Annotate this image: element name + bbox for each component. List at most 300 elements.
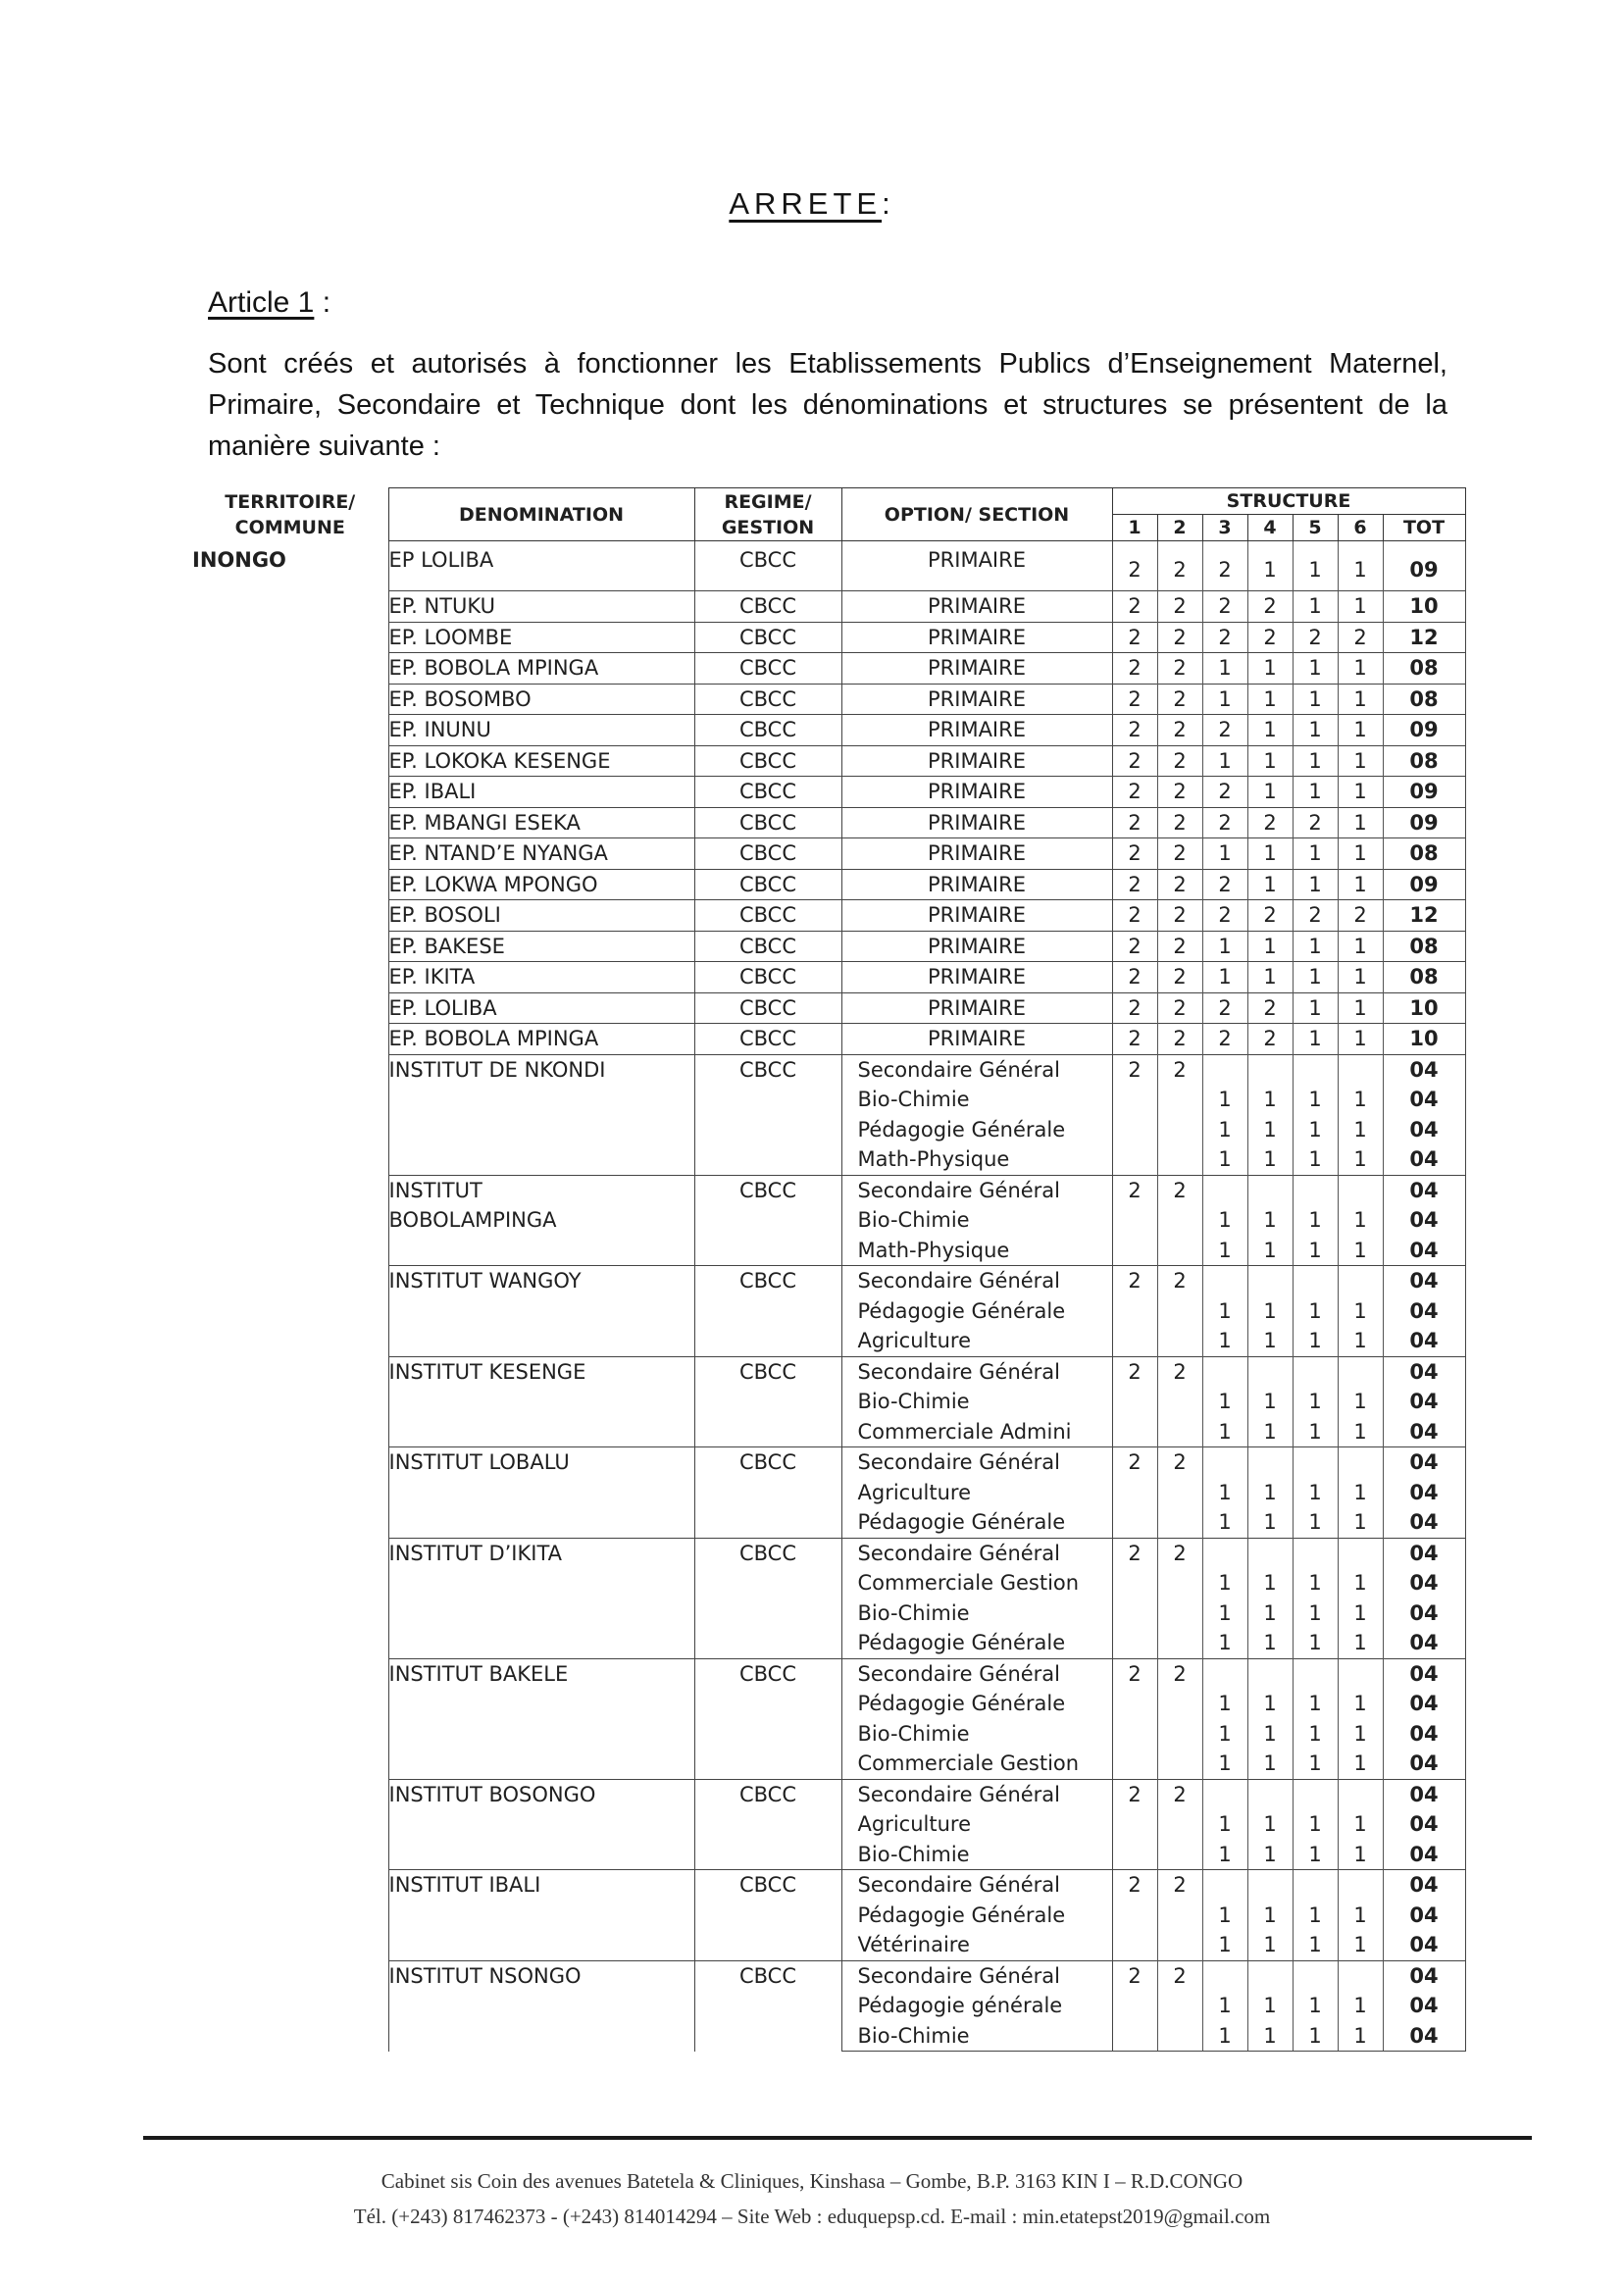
structure-cell-5: 1: [1293, 541, 1338, 591]
structure-cell-3: 2: [1202, 715, 1247, 746]
structure-cell-3: 1: [1202, 1689, 1247, 1719]
structure-cell-1: 2: [1112, 807, 1157, 838]
structure-cell-2: [1157, 1144, 1202, 1175]
total-cell: 04: [1383, 1387, 1465, 1417]
structure-cell-6: 1: [1338, 1628, 1383, 1658]
regime-cell: CBCC: [694, 1175, 841, 1266]
denomination-line: INSTITUT IBALI: [388, 1873, 541, 1897]
total-cell: 04: [1383, 1568, 1465, 1598]
structure-cell-3: 2: [1202, 900, 1247, 932]
footer-rule: [143, 2136, 1532, 2140]
structure-cell-4: 1: [1247, 1628, 1293, 1658]
structure-cell-4: 1: [1247, 684, 1293, 715]
structure-cell-1: 2: [1112, 1266, 1157, 1296]
denomination-cell: [388, 1266, 694, 1357]
denomination-cell: EP LOLIBA: [388, 541, 694, 591]
option-cell: Secondaire Général: [841, 1054, 1112, 1085]
structure-cell-6: 1: [1338, 838, 1383, 870]
structure-cell-4: [1247, 1779, 1293, 1809]
structure-cell-3: 1: [1202, 1085, 1247, 1115]
structure-cell-2: 2: [1157, 715, 1202, 746]
structure-cell-6: 1: [1338, 1478, 1383, 1508]
denomination-cell: EP. INUNU: [388, 715, 694, 746]
structure-cell-3: 1: [1202, 1809, 1247, 1840]
structure-cell-5: 1: [1293, 2021, 1338, 2052]
structure-cell-5: 1: [1293, 1628, 1338, 1658]
footer-contact: Tél. (+243) 817462373 - (+243) 814014294 – Site Web : eduquepsp.cd. E-mail : min.etatepst2019@gmail.com: [353, 2205, 1271, 2228]
structure-cell-5: 1: [1293, 1901, 1338, 1931]
denomination-line: BOBOLAMPINGA: [388, 1208, 557, 1232]
option-cell: PRIMAIRE: [841, 777, 1112, 808]
structure-cell-3: 1: [1202, 1205, 1247, 1236]
total-cell: 09: [1383, 715, 1465, 746]
structure-cell-1: 2: [1112, 900, 1157, 932]
structure-cell-1: [1112, 2021, 1157, 2052]
structure-cell-1: 2: [1112, 715, 1157, 746]
structure-cell-1: [1112, 1085, 1157, 1115]
structure-cell-4: 1: [1247, 1719, 1293, 1750]
denomination-cell: EP. IKITA: [388, 962, 694, 993]
article-label: Article 1: [208, 286, 315, 319]
header-structure: STRUCTURE: [1112, 488, 1465, 515]
regime-cell: CBCC: [694, 1356, 841, 1447]
denomination-cell: [388, 1658, 694, 1779]
option-cell: Math-Physique: [841, 1236, 1112, 1266]
structure-cell-6: [1338, 1175, 1383, 1205]
structure-cell-3: 1: [1202, 838, 1247, 870]
structure-cell-5: [1293, 1538, 1338, 1568]
structure-cell-4: 1: [1247, 715, 1293, 746]
denomination-cell: EP. LOOMBE: [388, 622, 694, 653]
denomination-line: INSTITUT BAKELE: [388, 1661, 569, 1686]
structure-cell-5: 1: [1293, 931, 1338, 962]
structure-cell-2: [1157, 1991, 1202, 2021]
structure-cell-3: 1: [1202, 1144, 1247, 1175]
structure-cell-3: 1: [1202, 1749, 1247, 1779]
structure-cell-5: 1: [1293, 1809, 1338, 1840]
structure-cell-6: 1: [1338, 591, 1383, 623]
structure-cell-1: [1112, 1478, 1157, 1508]
structure-cell-2: [1157, 1387, 1202, 1417]
structure-cell-1: [1112, 1115, 1157, 1145]
structure-cell-4: 2: [1247, 591, 1293, 623]
structure-cell-1: 2: [1112, 1356, 1157, 1387]
denomination-cell: [388, 1356, 694, 1447]
structure-cell-2: [1157, 1719, 1202, 1750]
structure-cell-3: 1: [1202, 1598, 1247, 1629]
structure-cell-2: [1157, 1689, 1202, 1719]
structure-cell-2: 2: [1157, 1175, 1202, 1205]
structure-cell-2: 2: [1157, 1779, 1202, 1809]
structure-cell-4: 1: [1247, 1296, 1293, 1327]
total-cell: 10: [1383, 992, 1465, 1024]
total-cell: 09: [1383, 541, 1465, 591]
structure-cell-1: 2: [1112, 1779, 1157, 1809]
regime-cell: CBCC: [694, 541, 841, 591]
option-cell: PRIMAIRE: [841, 591, 1112, 623]
structure-cell-4: 1: [1247, 1507, 1293, 1538]
option-cell: Secondaire Général: [841, 1175, 1112, 1205]
structure-cell-2: [1157, 1478, 1202, 1508]
option-cell: Secondaire Général: [841, 1779, 1112, 1809]
total-cell: 04: [1383, 1175, 1465, 1205]
option-cell: PRIMAIRE: [841, 745, 1112, 777]
structure-cell-6: 2: [1338, 622, 1383, 653]
structure-cell-5: 1: [1293, 684, 1338, 715]
structure-cell-2: 2: [1157, 869, 1202, 900]
regime-cell: CBCC: [694, 1266, 841, 1357]
structure-cell-1: 2: [1112, 1447, 1157, 1478]
structure-cell-6: [1338, 1266, 1383, 1296]
title-colon: :: [882, 186, 895, 221]
option-cell: PRIMAIRE: [841, 653, 1112, 685]
structure-cell-6: 1: [1338, 1719, 1383, 1750]
regime-cell: CBCC: [694, 653, 841, 685]
structure-cell-1: [1112, 1417, 1157, 1447]
structure-cell-5: 1: [1293, 1326, 1338, 1356]
denomination-line: INSTITUT D’IKITA: [388, 1541, 563, 1565]
option-cell: Secondaire Général: [841, 1447, 1112, 1478]
structure-cell-2: 2: [1157, 1024, 1202, 1055]
structure-cell-6: 1: [1338, 684, 1383, 715]
structure-cell-2: [1157, 1628, 1202, 1658]
total-cell: 08: [1383, 962, 1465, 993]
structure-cell-5: 1: [1293, 1115, 1338, 1145]
option-cell: PRIMAIRE: [841, 622, 1112, 653]
denomination-cell: EP. LOLIBA: [388, 992, 694, 1024]
structure-cell-2: [1157, 2021, 1202, 2052]
structure-cell-2: 2: [1157, 745, 1202, 777]
structure-cell-1: [1112, 1719, 1157, 1750]
footer-address: Cabinet sis Coin des avenues Batetela & Cliniques, Kinshasa – Gombe, B.P. 3163 KIN I – R.D.CONGO: [381, 2169, 1243, 2193]
denomination-line: INSTITUT NSONGO: [388, 1963, 582, 1988]
structure-cell-2: 2: [1157, 1960, 1202, 1991]
title-text: ARRETE: [729, 186, 883, 221]
regime-cell: CBCC: [694, 1538, 841, 1658]
structure-cell-4: 1: [1247, 1236, 1293, 1266]
regime-cell: CBCC: [694, 838, 841, 870]
structure-cell-1: 2: [1112, 591, 1157, 623]
total-cell: 04: [1383, 1538, 1465, 1568]
structure-cell-1: [1112, 1901, 1157, 1931]
structure-cell-4: [1247, 1870, 1293, 1901]
option-cell: PRIMAIRE: [841, 684, 1112, 715]
structure-cell-5: 1: [1293, 1387, 1338, 1417]
structure-cell-2: 2: [1157, 1870, 1202, 1901]
structure-cell-4: 1: [1247, 1930, 1293, 1960]
structure-cell-4: 1: [1247, 1901, 1293, 1931]
regime-cell: CBCC: [694, 715, 841, 746]
structure-cell-2: [1157, 1930, 1202, 1960]
structure-cell-1: [1112, 1205, 1157, 1236]
structure-cell-2: 2: [1157, 962, 1202, 993]
regime-cell: CBCC: [694, 1960, 841, 2052]
structure-cell-5: 2: [1293, 807, 1338, 838]
structure-cell-5: 1: [1293, 1024, 1338, 1055]
structure-cell-2: 2: [1157, 1054, 1202, 1085]
structure-cell-2: 2: [1157, 1538, 1202, 1568]
structure-cell-5: [1293, 1175, 1338, 1205]
article-suffix: :: [314, 286, 331, 319]
total-cell: 10: [1383, 1024, 1465, 1055]
structure-cell-1: 2: [1112, 1870, 1157, 1901]
total-cell: 04: [1383, 1991, 1465, 2021]
option-cell: Pédagogie Générale: [841, 1115, 1112, 1145]
structure-cell-3: 2: [1202, 869, 1247, 900]
structure-cell-6: 1: [1338, 1930, 1383, 1960]
structure-cell-4: 1: [1247, 838, 1293, 870]
option-cell: Bio-Chimie: [841, 1085, 1112, 1115]
structure-cell-3: [1202, 1538, 1247, 1568]
option-cell: Commerciale Admini: [841, 1417, 1112, 1447]
structure-cell-5: 1: [1293, 591, 1338, 623]
structure-cell-4: [1247, 1356, 1293, 1387]
option-cell: Bio-Chimie: [841, 1719, 1112, 1750]
structure-cell-2: [1157, 1901, 1202, 1931]
option-cell: PRIMAIRE: [841, 715, 1112, 746]
option-cell: Agriculture: [841, 1809, 1112, 1840]
structure-cell-1: [1112, 1326, 1157, 1356]
structure-cell-3: [1202, 1779, 1247, 1809]
structure-cell-4: 2: [1247, 622, 1293, 653]
structure-cell-1: 2: [1112, 622, 1157, 653]
structure-cell-6: [1338, 1356, 1383, 1387]
option-cell: Vétérinaire: [841, 1930, 1112, 1960]
structure-cell-1: 2: [1112, 684, 1157, 715]
structure-cell-1: [1112, 1809, 1157, 1840]
structure-cell-6: 1: [1338, 1144, 1383, 1175]
denomination-cell: [388, 1447, 694, 1539]
structure-cell-3: 1: [1202, 1568, 1247, 1598]
option-cell: PRIMAIRE: [841, 962, 1112, 993]
denomination-cell: EP. LOKWA MPONGO: [388, 869, 694, 900]
denomination-cell: [388, 1175, 694, 1266]
total-cell: 04: [1383, 1085, 1465, 1115]
structure-cell-1: 2: [1112, 992, 1157, 1024]
header-col-6: 6: [1338, 515, 1383, 541]
denomination-cell: EP. BOSOLI: [388, 900, 694, 932]
structure-cell-6: 1: [1338, 962, 1383, 993]
structure-cell-5: 1: [1293, 1085, 1338, 1115]
structure-cell-4: 2: [1247, 992, 1293, 1024]
structure-cell-6: 1: [1338, 1296, 1383, 1327]
structure-cell-2: 2: [1157, 622, 1202, 653]
structure-cell-2: [1157, 1205, 1202, 1236]
total-cell: 04: [1383, 1266, 1465, 1296]
regime-cell: CBCC: [694, 869, 841, 900]
structure-cell-6: 1: [1338, 745, 1383, 777]
structure-cell-2: [1157, 1115, 1202, 1145]
option-cell: Bio-Chimie: [841, 1205, 1112, 1236]
structure-cell-1: [1112, 1568, 1157, 1598]
document-title: [0, 186, 1624, 222]
structure-cell-3: 2: [1202, 541, 1247, 591]
regime-cell: CBCC: [694, 1870, 841, 1961]
structure-cell-3: [1202, 1960, 1247, 1991]
option-cell: Bio-Chimie: [841, 2021, 1112, 2052]
total-cell: 04: [1383, 2021, 1465, 2052]
regime-cell: CBCC: [694, 1779, 841, 1870]
structure-cell-1: [1112, 1507, 1157, 1538]
structure-cell-3: 1: [1202, 745, 1247, 777]
structure-cell-4: 1: [1247, 1689, 1293, 1719]
total-cell: 12: [1383, 900, 1465, 932]
structure-cell-1: 2: [1112, 745, 1157, 777]
structure-cell-4: [1247, 1266, 1293, 1296]
structure-cell-3: 1: [1202, 684, 1247, 715]
header-regime: REGIME/ GESTION: [694, 488, 841, 541]
option-cell: Pédagogie Générale: [841, 1628, 1112, 1658]
regime-cell: CBCC: [694, 745, 841, 777]
structure-cell-1: [1112, 1991, 1157, 2021]
structure-cell-3: 1: [1202, 1115, 1247, 1145]
structure-cell-1: 2: [1112, 1658, 1157, 1689]
structure-cell-6: [1338, 1447, 1383, 1478]
option-cell: Pédagogie Générale: [841, 1296, 1112, 1327]
total-cell: 04: [1383, 1870, 1465, 1901]
structure-cell-6: [1338, 1054, 1383, 1085]
structure-cell-2: [1157, 1417, 1202, 1447]
total-cell: 09: [1383, 807, 1465, 838]
header-col-5: 5: [1293, 515, 1338, 541]
structure-cell-5: 1: [1293, 869, 1338, 900]
structure-cell-3: 1: [1202, 1236, 1247, 1266]
regime-cell: CBCC: [694, 900, 841, 932]
structure-cell-1: [1112, 1144, 1157, 1175]
option-cell: PRIMAIRE: [841, 869, 1112, 900]
structure-cell-5: 1: [1293, 1930, 1338, 1960]
structure-cell-6: 1: [1338, 1749, 1383, 1779]
regime-cell: CBCC: [694, 931, 841, 962]
structure-cell-6: 1: [1338, 653, 1383, 685]
denomination-cell: EP. BOBOLA MPINGA: [388, 653, 694, 685]
regime-cell: CBCC: [694, 591, 841, 623]
structure-cell-6: [1338, 1960, 1383, 1991]
header-col-3: 3: [1202, 515, 1247, 541]
option-cell: Secondaire Général: [841, 1356, 1112, 1387]
structure-cell-3: 2: [1202, 591, 1247, 623]
structure-cell-5: 2: [1293, 900, 1338, 932]
denomination-cell: EP. MBANGI ESEKA: [388, 807, 694, 838]
total-cell: 09: [1383, 777, 1465, 808]
structure-table: [192, 487, 1466, 2052]
structure-cell-6: 1: [1338, 1840, 1383, 1870]
structure-cell-1: 2: [1112, 962, 1157, 993]
total-cell: 04: [1383, 1356, 1465, 1387]
structure-cell-1: 2: [1112, 1054, 1157, 1085]
total-cell: 12: [1383, 622, 1465, 653]
structure-cell-4: 1: [1247, 1387, 1293, 1417]
structure-cell-4: 1: [1247, 653, 1293, 685]
structure-cell-6: [1338, 1779, 1383, 1809]
total-cell: 04: [1383, 1144, 1465, 1175]
structure-cell-2: 2: [1157, 931, 1202, 962]
structure-cell-1: 2: [1112, 838, 1157, 870]
option-cell: PRIMAIRE: [841, 900, 1112, 932]
structure-cell-6: 1: [1338, 1568, 1383, 1598]
total-cell: 04: [1383, 1719, 1465, 1750]
structure-cell-5: [1293, 1266, 1338, 1296]
header-col-4: 4: [1247, 515, 1293, 541]
structure-cell-4: 1: [1247, 1326, 1293, 1356]
total-cell: 04: [1383, 1809, 1465, 1840]
structure-cell-1: 2: [1112, 869, 1157, 900]
structure-cell-4: 1: [1247, 962, 1293, 993]
denomination-line: INSTITUT: [388, 1178, 482, 1202]
structure-cell-2: [1157, 1236, 1202, 1266]
denomination-line: INSTITUT WANGOY: [388, 1269, 582, 1293]
regime-cell: CBCC: [694, 992, 841, 1024]
total-cell: 04: [1383, 1115, 1465, 1145]
structure-cell-6: 1: [1338, 1085, 1383, 1115]
structure-cell-1: 2: [1112, 1538, 1157, 1568]
structure-cell-3: 2: [1202, 992, 1247, 1024]
structure-cell-4: [1247, 1960, 1293, 1991]
structure-cell-3: 1: [1202, 962, 1247, 993]
structure-cell-5: 2: [1293, 622, 1338, 653]
structure-cell-5: [1293, 1447, 1338, 1478]
structure-cell-3: [1202, 1658, 1247, 1689]
structure-cell-1: [1112, 1689, 1157, 1719]
total-cell: 08: [1383, 745, 1465, 777]
structure-cell-3: 2: [1202, 1024, 1247, 1055]
structure-cell-1: [1112, 1749, 1157, 1779]
denomination-cell: [388, 1779, 694, 1870]
structure-cell-2: 2: [1157, 992, 1202, 1024]
structure-cell-4: [1247, 1538, 1293, 1568]
structure-cell-1: 2: [1112, 541, 1157, 591]
structure-cell-4: 1: [1247, 1417, 1293, 1447]
structure-cell-2: [1157, 1749, 1202, 1779]
structure-cell-2: [1157, 1085, 1202, 1115]
structure-cell-6: 1: [1338, 777, 1383, 808]
structure-cell-3: 1: [1202, 2021, 1247, 2052]
structure-cell-3: 1: [1202, 1478, 1247, 1508]
option-cell: PRIMAIRE: [841, 807, 1112, 838]
structure-cell-1: [1112, 1387, 1157, 1417]
denomination-cell: EP. LOKOKA KESENGE: [388, 745, 694, 777]
structure-cell-3: 1: [1202, 1326, 1247, 1356]
denomination-cell: [388, 1538, 694, 1658]
structure-cell-5: 1: [1293, 1598, 1338, 1629]
structure-cell-2: 2: [1157, 807, 1202, 838]
option-cell: Pédagogie générale: [841, 1991, 1112, 2021]
structure-cell-5: 1: [1293, 1689, 1338, 1719]
structure-cell-5: 1: [1293, 777, 1338, 808]
structure-cell-2: [1157, 1296, 1202, 1327]
structure-cell-2: 2: [1157, 1658, 1202, 1689]
structure-cell-1: [1112, 1840, 1157, 1870]
structure-cell-3: 1: [1202, 1991, 1247, 2021]
denomination-cell: EP. NTUKU: [388, 591, 694, 623]
structure-cell-1: [1112, 1236, 1157, 1266]
structure-cell-1: 2: [1112, 931, 1157, 962]
option-cell: Pédagogie Générale: [841, 1901, 1112, 1931]
total-cell: 04: [1383, 1598, 1465, 1629]
option-cell: Math-Physique: [841, 1144, 1112, 1175]
table-row: [192, 541, 1465, 591]
structure-cell-5: [1293, 1658, 1338, 1689]
structure-cell-4: [1247, 1054, 1293, 1085]
structure-cell-3: 1: [1202, 1901, 1247, 1931]
structure-cell-1: 2: [1112, 1024, 1157, 1055]
structure-cell-6: [1338, 1658, 1383, 1689]
structure-cell-2: 2: [1157, 1266, 1202, 1296]
structure-cell-5: 1: [1293, 1417, 1338, 1447]
structure-cell-6: 1: [1338, 931, 1383, 962]
structure-cell-4: 2: [1247, 900, 1293, 932]
structure-cell-6: 1: [1338, 1417, 1383, 1447]
